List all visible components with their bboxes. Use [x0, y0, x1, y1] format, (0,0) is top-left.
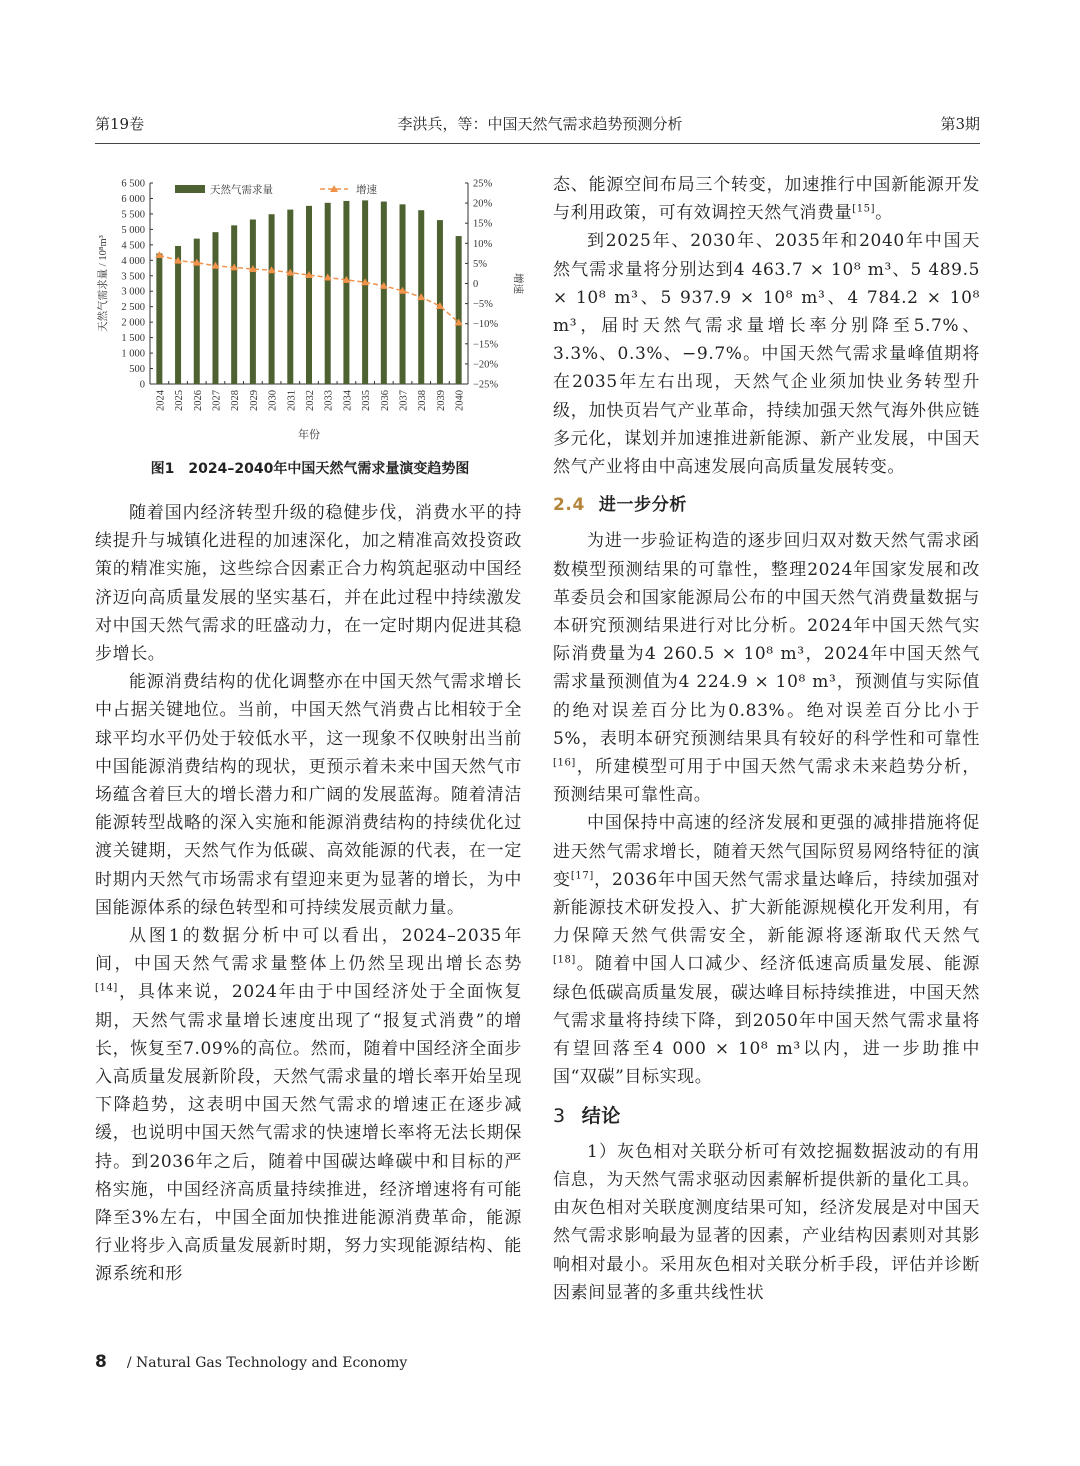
running-title: 李洪兵，等：中国天然气需求趋势预测分析	[397, 115, 683, 133]
x-tick-label: 2024	[155, 390, 167, 411]
paragraph	[553, 171, 980, 227]
text: 从图1的数据分析中可以看出，2024–2035年间，中国天然气需求量整体上仍然呈现出增长态势	[95, 926, 522, 975]
y2-tick-label: −20%	[473, 359, 499, 371]
section-title: 结论	[581, 1104, 621, 1127]
paragraph: 能源消费结构的优化调整亦在中国天然气需求增长中占据关键地位。当前，中国天然气消费占比相较于全球平均水平仍处于较低水平，这一现象不仅映射出当前中国能源消费结构的现状，更预示着未来中国天然气市场蕴含着巨大的增长潜力和广阔的发展蓝海。随着清洁能源转型战略的深入实施和能源消费结构的持续优化过渡关键期，天然气作为低碳、高效能源的代表，在一定时期内天然气市场需求有望迎来更为显著的增长，为中国能源体系的绿色转型和可持续发展贡献力量。	[95, 672, 522, 918]
y-tick-label: 3 000	[121, 286, 145, 298]
text: 态、能源空间布局三个转变，加速推行中国新能源开发与利用政策，可有效调控天然气消费量	[553, 175, 980, 224]
paragraph	[553, 527, 980, 809]
right-column	[553, 171, 980, 1307]
page-footer	[95, 1352, 407, 1372]
y2-tick-label: 25%	[473, 178, 493, 190]
y2-tick-label: −5%	[473, 299, 493, 311]
x-tick-label: 2036	[379, 390, 391, 411]
section-heading-2-4	[553, 491, 980, 519]
bar	[456, 236, 462, 384]
x-tick-label: 2039	[435, 390, 447, 411]
text: 为进一步验证构造的逐步回归双对数天然气需求函数模型预测结果的可靠性，整理2024年国家发展和改革委员会和国家能源局公布的中国天然气消费量数据与本研究预测结果进行对比分析。2024年中国天然气实际消费量为4 260.5 × 10⁸ m³，2024年中国天然气需求量预测值为4 224.9 × 10⁸ m³，预测值与实际值的绝对误差百分比为0.83%。绝对误差百分比小于5%，表明本研究预测结果具有较好的科学性和可靠性	[553, 531, 980, 749]
x-tick-label: 2040	[454, 390, 466, 411]
paragraph: 1）灰色相对关联分析可有效挖掘数据波动的有用信息，为天然气需求驱动因素解析提供新的量化工具。由灰色相对关联度测度结果可知，经济发展是对中国天然气需求影响最为显著的因素，产业结构因素则对其影响相对最小。采用灰色相对关联分析手段，评估并诊断因素间显著的多重共线性状	[553, 1141, 980, 1303]
paragraph	[553, 809, 980, 1091]
section-number: 3	[553, 1104, 566, 1127]
y-tick-label: 1 000	[121, 348, 145, 360]
bar	[362, 200, 368, 384]
bar	[269, 214, 275, 384]
bar	[212, 232, 218, 384]
section-heading-3	[553, 1102, 980, 1130]
x-axis-title: 年份	[298, 429, 320, 441]
citation: [18]	[553, 954, 576, 966]
x-tick-label: 2029	[248, 390, 260, 411]
citation: [17]	[570, 870, 594, 882]
bar	[343, 201, 349, 384]
text: 中国保持中高速的经济发展和更强的减排措施将促进天然气需求增长，随着天然气国际贸易网络特征的演变	[553, 813, 980, 890]
citation: [15]	[852, 203, 876, 215]
bar	[231, 225, 237, 384]
issue-label: 第3期	[940, 115, 980, 133]
y-tick-label: 4 000	[121, 255, 145, 267]
volume-label: 第19卷	[95, 115, 145, 133]
x-tick-label: 2028	[230, 390, 242, 411]
y-tick-label: 6 500	[121, 178, 145, 190]
y-tick-label: 5 000	[121, 224, 145, 236]
y-axis-title: 天然气需求量 / 10⁸m³	[98, 235, 109, 332]
section-number: 2.4	[553, 495, 585, 516]
bar	[175, 246, 181, 384]
y2-tick-label: 5%	[473, 258, 487, 270]
x-tick-label: 2037	[398, 390, 410, 411]
bar	[325, 203, 331, 384]
section-title: 进一步分析	[598, 495, 687, 516]
legend-line-label: 增速	[356, 185, 377, 196]
y2-axis-title: 增速	[512, 273, 523, 294]
x-tick-label: 2032	[305, 390, 316, 411]
x-tick-label: 2035	[361, 390, 373, 411]
paragraph: 随着国内经济转型升级的稳健步伐，消费水平的持续提升与城镇化进程的加速深化，加之精准高效投资政策的精准实施，这些综合因素正合力构筑起驱动中国经济迈向高质量发展的坚实基石，并在此过程中持续激发对中国天然气需求的旺盛动力，在一定时期内促进其稳步增长。	[95, 503, 522, 665]
page-number: 8	[95, 1352, 107, 1372]
text: 。	[875, 203, 893, 224]
text: ，2036年中国天然气需求量达峰后，持续加强对新能源技术研发投入、扩大新能源规模化开发利用，有力保障天然气供需安全，新能源将逐渐取代天然气	[553, 869, 980, 947]
citation: [16]	[553, 757, 576, 769]
paragraph: 到2025年、2030年、2035年和2040年中国天然气需求量将分别达到4 463.7 × 10⁸ m³、5 489.5 × 10⁸ m³、5 937.9 × 10⁸ m³、4 784.2 × 10⁸ m³，届时天然气需求量增长率分别降至5.7%、3.3%、0.3%、−9.7%。中国天然气需求量峰值期将在2035年左右出现，天然气企业须加快业务转型升级，加快页岩气产业革命，持续加强天然气海外供应链多元化，谋划并加速推进新能源、新产业发展，中国天然气产业将由中高速发展向高质量发展转变。	[553, 231, 980, 478]
left-column	[95, 499, 522, 1289]
legend-bar-swatch	[175, 185, 205, 193]
bar	[250, 219, 256, 384]
y-tick-label: 2 000	[121, 317, 145, 329]
bar	[400, 204, 406, 384]
paragraph	[95, 922, 522, 1289]
bar	[287, 210, 293, 384]
y-tick-label: 2 500	[121, 302, 145, 314]
y2-tick-label: 0	[473, 279, 479, 290]
y-tick-label: 0	[139, 379, 145, 391]
y2-tick-label: 15%	[473, 218, 493, 230]
bar	[156, 253, 162, 384]
header-rule	[95, 143, 980, 144]
legend-bar-label: 天然气需求量	[210, 185, 273, 196]
y-tick-label: 500	[129, 364, 145, 376]
text: ，所建模型可用于中国天然气需求未来趋势分析，预测结果可靠性高。	[553, 757, 980, 806]
x-tick-label: 2034	[342, 390, 354, 411]
x-tick-label: 2033	[323, 390, 335, 411]
y-tick-label: 1 500	[121, 333, 145, 345]
y-tick-label: 3 500	[121, 271, 145, 283]
y-tick-label: 6 000	[121, 193, 145, 205]
text: 。随着中国人口减少、经济低速高质量发展、能源绿色低碳高质量发展，碳达峰目标持续推进，中国天然气需求量将持续下降，到2050年中国天然气需求量将有望回落至4 000 × 10⁸ m³以内，进一步助推中国“双碳”目标实现。	[553, 954, 980, 1088]
journal-name: / Natural Gas Technology and Economy	[126, 1355, 408, 1371]
figure-caption: 图1 2024–2040年中国天然气需求量演变趋势图	[150, 461, 470, 477]
x-tick-label: 2025	[174, 390, 186, 411]
y-tick-label: 5 500	[121, 209, 145, 221]
text: ，具体来说，2024年由于中国经济处于全面恢复期，天然气需求量增长速度出现了“报复式消费”的增长，恢复至7.09%的高位。然而，随着中国经济全面步入高质量发展新阶段，天然气需求量的增长率开始呈现下降趋势，这表明中国天然气需求的增速正在逐步减缓，也说明中国天然气需求的快速增长率将无法长期保持。到2036年之后，随着中国碳达峰碳中和目标的严格实施，中国经济高质量持续推进，经济增速将有可能降至3%左右，中国全面加快推进能源消费革命，能源行业将步入高质量发展新时期，努力实现能源结构、能源系统和形	[95, 982, 522, 1285]
y2-tick-label: 10%	[473, 238, 493, 250]
demand-chart	[90, 170, 523, 450]
y2-tick-label: 20%	[473, 198, 493, 210]
x-tick-label: 2031	[286, 390, 298, 411]
y2-tick-label: −10%	[473, 319, 499, 331]
bar	[381, 202, 387, 384]
y2-tick-label: −25%	[473, 379, 499, 391]
x-tick-label: 2026	[192, 390, 204, 411]
citation: [14]	[95, 982, 118, 994]
y-tick-label: 4 500	[121, 240, 145, 252]
y2-tick-label: −15%	[473, 339, 499, 351]
x-tick-label: 2027	[211, 390, 223, 411]
x-tick-label: 2038	[417, 390, 429, 411]
x-tick-label: 2030	[267, 390, 279, 411]
bar	[306, 206, 312, 384]
